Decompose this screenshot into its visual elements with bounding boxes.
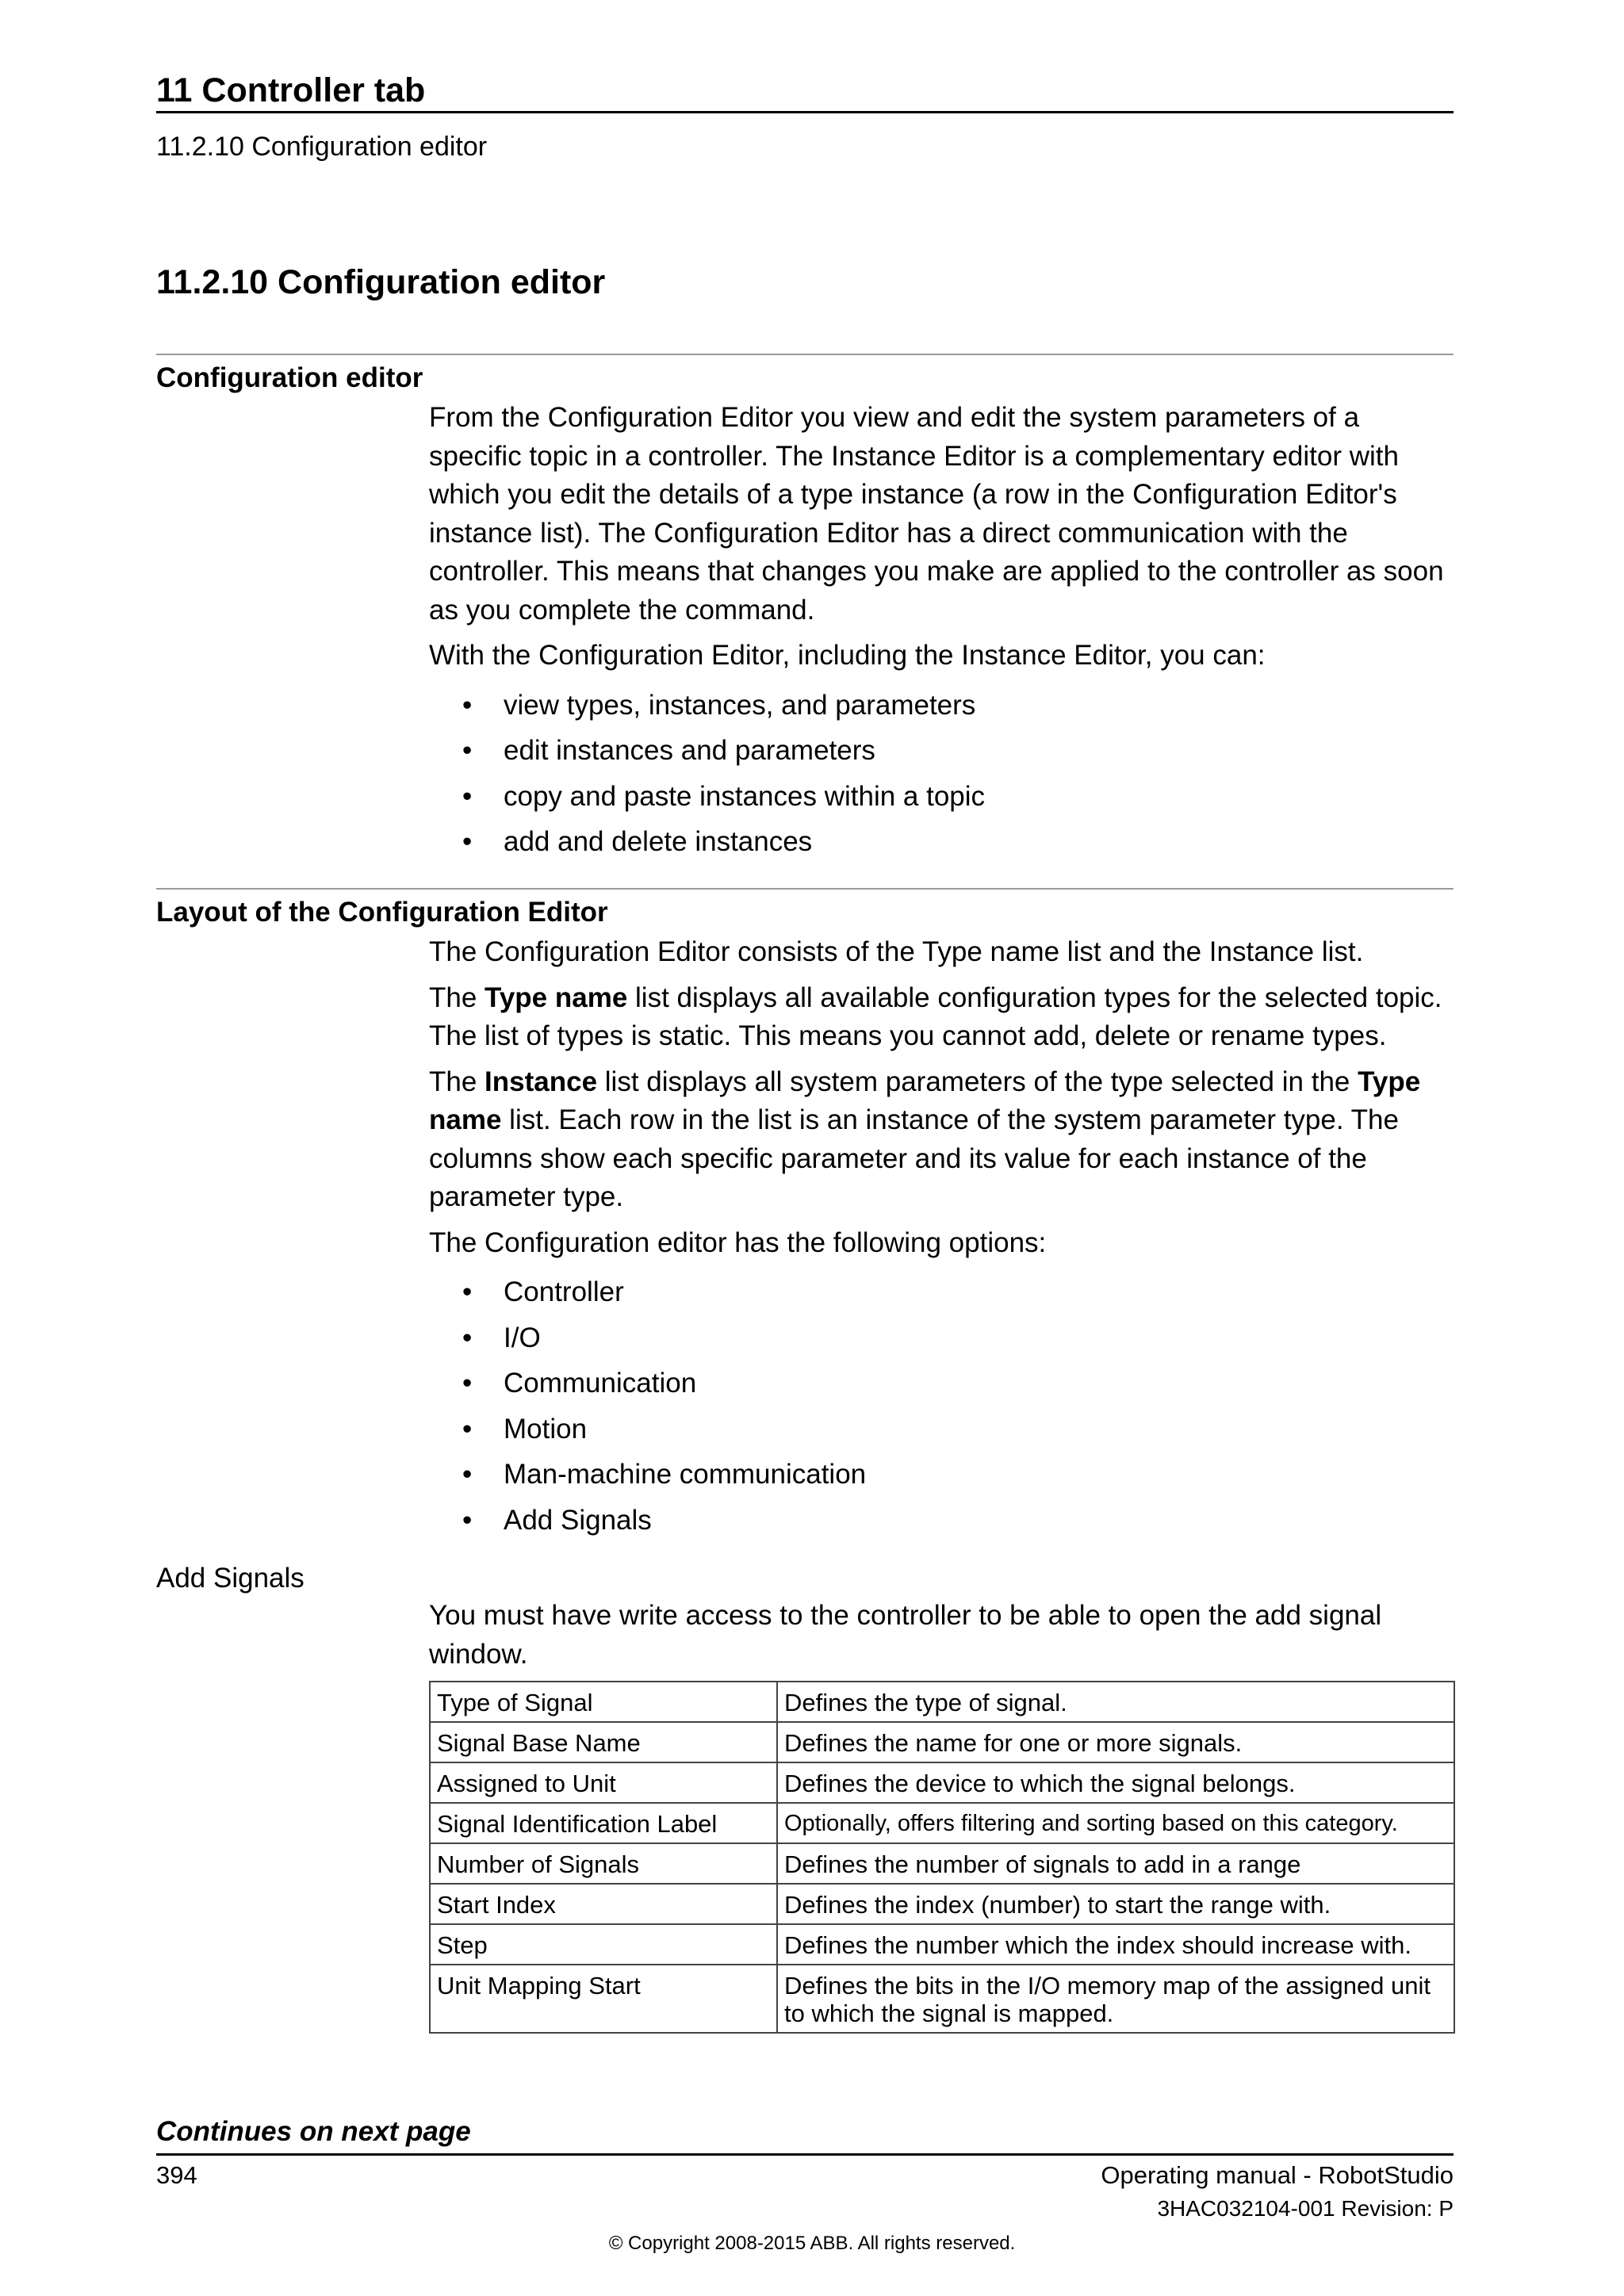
bullet-icon: • xyxy=(462,1504,473,1536)
table-row xyxy=(430,1803,1454,1843)
table-cell: Signal Base Name xyxy=(430,1722,777,1762)
list-item: • Man-machine communication xyxy=(429,1452,1454,1498)
table-row xyxy=(430,1884,1454,1924)
bullet-icon: • xyxy=(462,826,473,857)
list-item: • Add Signals xyxy=(429,1498,1454,1544)
copyright: © Copyright 2008-2015 ABB. All rights reserved. xyxy=(608,2233,1016,2254)
header-rule xyxy=(156,111,1454,113)
table-cell: Defines the number of signals to add in a range xyxy=(777,1843,1454,1884)
table-row xyxy=(430,1843,1454,1884)
configuration-editor-body xyxy=(429,399,1454,865)
paragraph: With the Configuration Editor, including the Instance Editor, you can: xyxy=(429,640,1266,671)
list-item: • copy and paste instances within a topic xyxy=(429,774,1454,820)
table-cell: Assigned to Unit xyxy=(430,1762,777,1803)
bullet-icon: • xyxy=(462,1368,473,1399)
table-row xyxy=(430,1924,1454,1965)
bullet-icon: • xyxy=(462,1322,473,1353)
table-cell: Defines the type of signal. xyxy=(777,1682,1454,1722)
list-item: • Controller xyxy=(429,1269,1454,1315)
paragraph: From the Configuration Editor you view and edit the system parameters of a specific topic in a controller. The Instance Editor is a complementary editor with which you edit the details of a type instance (a row in the Configuration Editor's instance list). The Configuration Editor has a direct communication with the controller. This means that changes you make are applied to the controller as soon as you complete the command. xyxy=(429,402,1444,626)
bullet-icon: • xyxy=(462,1413,473,1445)
section-title: 11.2.10 Configuration editor xyxy=(156,263,606,301)
list-item: • add and delete instances xyxy=(429,819,1454,865)
table-cell: Defines the number which the index should increase with. xyxy=(777,1924,1454,1965)
list-item: • Motion xyxy=(429,1406,1454,1452)
table-cell: Defines the index (number) to start the range with. xyxy=(777,1884,1454,1924)
page-number: 394 xyxy=(156,2161,197,2189)
options-list xyxy=(429,1269,1454,1543)
table-row xyxy=(430,1722,1454,1762)
bullet-icon: • xyxy=(462,735,473,766)
table-cell: Optionally, offers filtering and sorting based on this category. xyxy=(777,1803,1454,1843)
table-row xyxy=(430,1682,1454,1722)
table-row xyxy=(430,1762,1454,1803)
paragraph: The Instance list displays all system parameters of the type selected in the Type name list. Each row in the list is an instance of the system parameter type. The columns show each specific parameter and its value for each instance of the parameter type. xyxy=(429,1066,1421,1212)
table-cell: Signal Identification Label xyxy=(430,1803,777,1843)
footer-rule xyxy=(156,2153,1454,2156)
chapter-heading: 11 Controller tab xyxy=(156,71,426,109)
document-id: 3HAC032104-001 Revision: P xyxy=(1157,2196,1454,2221)
table-cell: Number of Signals xyxy=(430,1843,777,1884)
paragraph: The Configuration Editor consists of the Type name list and the Instance list. xyxy=(429,936,1364,967)
table-row xyxy=(430,1965,1454,2033)
table-cell: Defines the bits in the I/O memory map of the assigned unit to which the signal is mapped. xyxy=(777,1965,1454,2033)
section-divider xyxy=(156,888,1454,890)
side-heading-layout: Layout of the Configuration Editor xyxy=(156,897,608,928)
capabilities-list xyxy=(429,683,1454,865)
side-heading-configuration-editor: Configuration editor xyxy=(156,362,423,393)
layout-body xyxy=(429,933,1454,1543)
paragraph: You must have write access to the controller to be able to open the add signal window. xyxy=(429,1600,1382,1670)
bullet-icon: • xyxy=(462,1459,473,1490)
bullet-icon: • xyxy=(462,1276,473,1307)
table-cell: Defines the device to which the signal belongs. xyxy=(777,1762,1454,1803)
table-cell: Unit Mapping Start xyxy=(430,1965,777,2033)
continues-note: Continues on next page xyxy=(156,2116,471,2147)
list-item: • edit instances and parameters xyxy=(429,728,1454,774)
list-item: • Communication xyxy=(429,1360,1454,1406)
table-cell: Defines the name for one or more signals. xyxy=(777,1722,1454,1762)
table-cell: Start Index xyxy=(430,1884,777,1924)
paragraph: The Configuration editor has the following options: xyxy=(429,1226,1047,1258)
side-heading-add-signals: Add Signals xyxy=(156,1563,304,1594)
table-cell: Step xyxy=(430,1924,777,1965)
section-divider xyxy=(156,354,1454,355)
running-subheading: 11.2.10 Configuration editor xyxy=(156,132,488,162)
list-item: • I/O xyxy=(429,1315,1454,1361)
table-cell: Type of Signal xyxy=(430,1682,777,1722)
bullet-icon: • xyxy=(462,780,473,812)
list-item: • view types, instances, and parameters xyxy=(429,683,1454,729)
manual-title: Operating manual - RobotStudio xyxy=(1101,2161,1454,2189)
add-signal-table xyxy=(429,1681,1455,2034)
bullet-icon: • xyxy=(462,689,473,721)
add-signals-body xyxy=(429,1597,1454,1681)
paragraph: The Type name list displays all available configuration types for the selected topic. The list of types is static. This means you cannot add, delete or rename types. xyxy=(429,982,1442,1051)
